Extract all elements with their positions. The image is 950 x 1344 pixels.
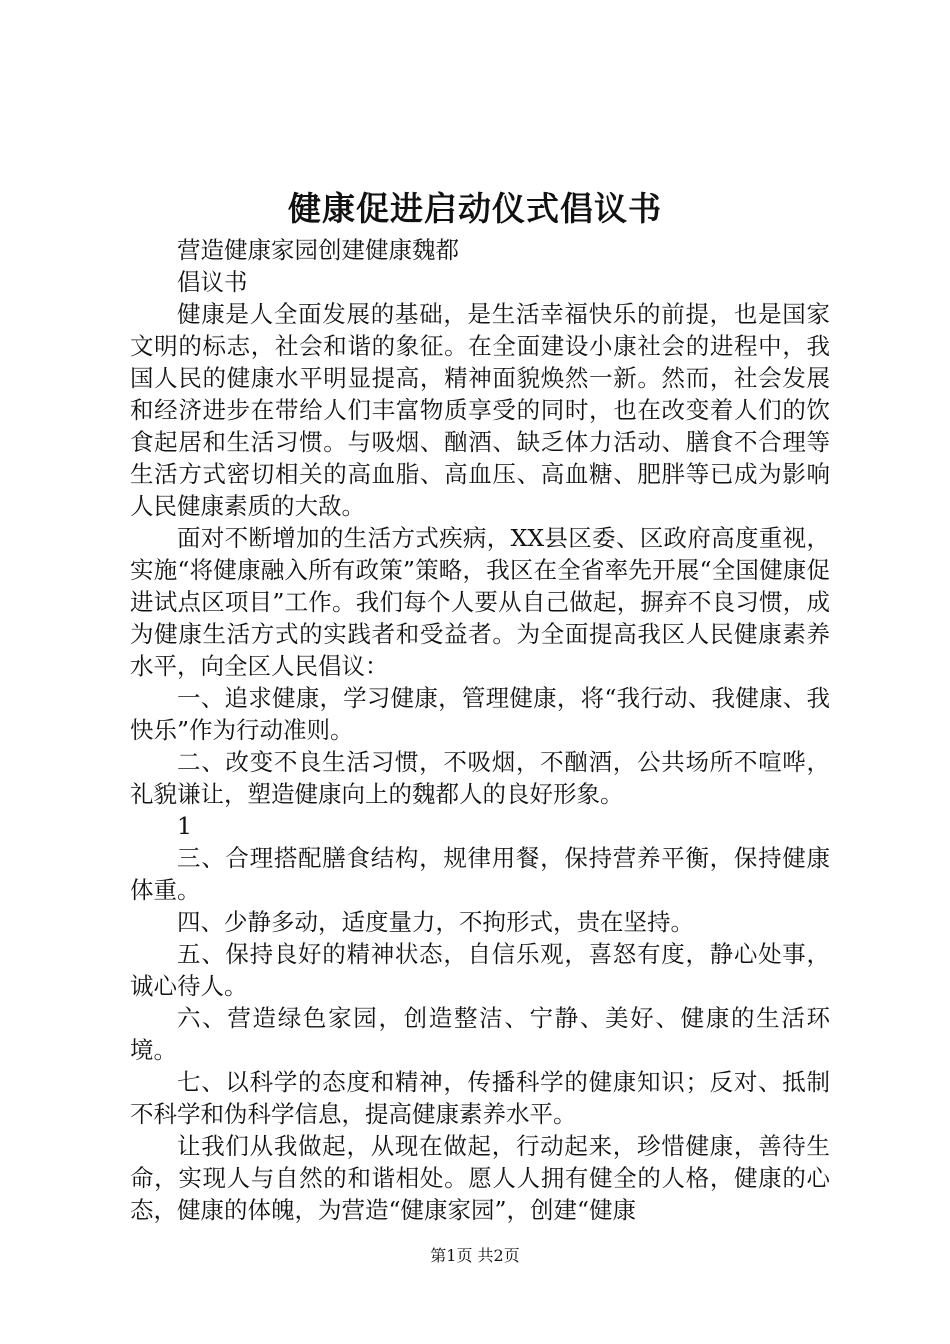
document-body — [130, 234, 830, 1226]
proposal-item: 四、少静多动，适度量力，不拘形式，贵在坚持。 — [177, 908, 694, 936]
proposal-item: 二、改变不良生活习惯，不吸烟，不酗酒，公共场所不喧哗，礼貌谦让，塑造健康向上的魏都人的良好形象。 — [130, 748, 830, 808]
page-footer: 第1页 共2页 — [430, 1246, 520, 1265]
proposal-item: 五、保持良好的精神状态，自信乐观，喜怒有度，静心处事，诚心待人。 — [130, 940, 830, 1000]
proposal-item: 六、营造绿色家园，创造整洁、宁静、美好、健康的生活环境。 — [130, 1004, 830, 1064]
paragraph: 面对不断增加的生活方式疾病，XX县区委、区政府高度重视，实施“将健康融入所有政策”策略，我区在全省率先开展“全国健康促进试点区项目”工作。我们每个人要从自己做起，摒弃不良习惯，成为健康生活方式的实践者和受益者。为全面提高我区人民健康素养水平，向全区人民倡议： — [130, 524, 830, 680]
document-title: 健康促进启动仪式倡议书 — [288, 189, 662, 228]
proposal-item: 三、合理搭配膳食结构，规律用餐，保持营养平衡，保持健康体重。 — [130, 844, 830, 904]
paragraph: 让我们从我做起，从现在做起，行动起来，珍惜健康，善待生命，实现人与自然的和谐相处。愿人人拥有健全的人格，健康的心态，健康的体魄，为营造“健康家园”，创建“健康 — [130, 1132, 830, 1224]
heading-line: 倡议书 — [177, 268, 248, 296]
paragraph: 健康是人全面发展的基础，是生活幸福快乐的前提，也是国家文明的标志，社会和谐的象征。在全面建设小康社会的进程中，我国人民的健康水平明显提高，精神面貌焕然一新。然而，社会发展和经济进步在带给人们丰富物质享受的同时，也在改变着人们的饮食起居和生活习惯。与吸烟、酗酒、缺乏体力活动、膳食不合理等生活方式密切相关的高血脂、高血压、高血糖、肥胖等已成为影响人民健康素质的大敌。 — [130, 300, 830, 520]
subtitle-line: 营造健康家园创建健康魏都 — [177, 236, 459, 264]
inline-page-number: 1 — [177, 812, 192, 840]
proposal-item: 一、追求健康，学习健康，管理健康，将“我行动、我健康、我快乐”作为行动准则。 — [130, 684, 830, 744]
proposal-item: 七、以科学的态度和精神，传播科学的健康知识；反对、抵制不科学和伪科学信息，提高健康素养水平。 — [130, 1068, 830, 1128]
